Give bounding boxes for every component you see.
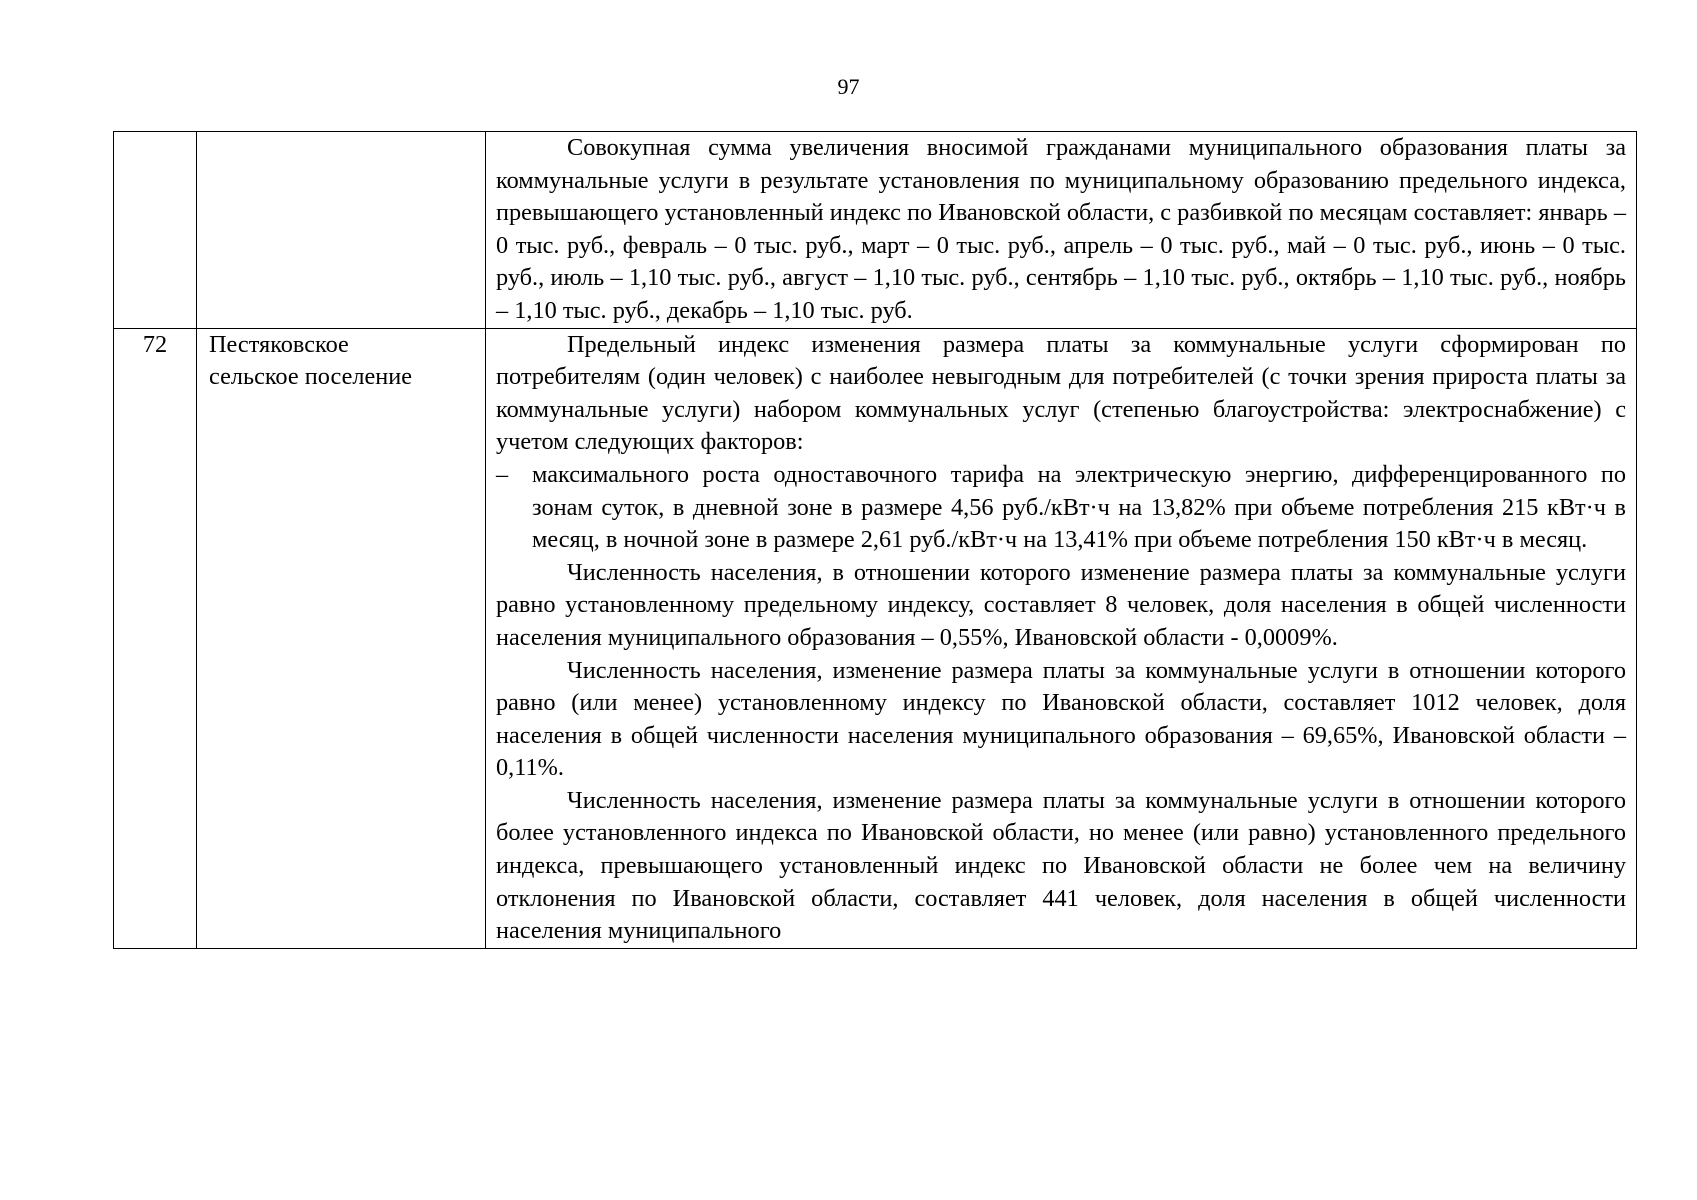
page-number: 97 [837, 74, 860, 99]
population-between-index-paragraph: Численность населения, изменение размера платы за коммунальные услуги в отношении которого более установленного индекса по Ивановской области, но менее (или равно) установленного предельного индекса, превышающего установленный индекс по Ивановской области не более чем на величину отклонения по Ивановской области, составляет 441 человек, доля населения в общей численности населения муниципального [496, 786, 1626, 945]
population-equal-limit-paragraph: Численность населения, в отношении которого изменение размера платы за коммунальные услуги равно установленному предельному индексу, составляет 8 человек, доля населения в общей численности населения муниципального образования – 0,55%, Ивановской области - 0,0009%. [496, 558, 1626, 651]
municipality-name-cell [197, 132, 486, 329]
tariff-bullet-text: максимального роста одноставочного тарифа на электрическую энергию, дифференцированного по зонам суток, в дневной зоне в размере 4,56 руб./кВт·ч на 13,82% при объеме потребления 215 кВт·ч в месяц, в ночной зоне в размере 2,61 руб./кВт·ч на 13,41% при объеме потребления 150 кВт·ч в месяц. [532, 460, 1626, 554]
document-table [113, 131, 1637, 949]
row-number-cell [114, 132, 197, 329]
index-intro-paragraph: Предельный индекс изменения размера платы за коммунальные услуги сформирован по потребителям (один человек) с наиболее невыгодным для потребителей (с точки зрения прироста платы за коммунальные услуги) набором коммунальных услуг (степенью благоустройства: электроснабжение) с учетом следующих факторов: [496, 330, 1626, 456]
table-row [114, 328, 1637, 948]
population-below-index-paragraph: Численность населения, изменение размера платы за коммунальные услуги в отношении которого равно (или менее) установленному индексу по Ивановской области, составляет 1012 человек, доля населения в общей численности населения муниципального образования – 69,65%, Ивановской области – 0,11%. [496, 656, 1626, 782]
row-number-cell: 72 [114, 328, 197, 948]
bullet-dash: – [496, 460, 509, 488]
description-cell [486, 328, 1637, 948]
municipality-name-cell [197, 328, 486, 948]
total-increase-paragraph: Совокупная сумма увеличения вносимой гражданами муниципального образования платы за коммунальные услуги в результате установления по муниципальному образованию предельного индекса, превышающего установленный индекс по Ивановской области, с разбивкой по месяцам составляет: январь – 0 тыс. руб., февраль – 0 тыс. руб., март – 0 тыс. руб., апрель – 0 тыс. руб., май – 0 тыс. руб., июнь – 0 тыс. руб., июль – 1,10 тыс. руб., август – 1,10 тыс. руб., сентябрь – 1,10 тыс. руб., октябрь – 1,10 тыс. руб., ноябрь – 1,10 тыс. руб., декабрь – 1,10 тыс. руб. [496, 134, 1626, 324]
tariff-bullet-item [496, 459, 1626, 557]
municipality-name: Пестяковское сельское поселение [209, 330, 413, 391]
description-cell [486, 132, 1637, 329]
table-row [114, 132, 1637, 329]
